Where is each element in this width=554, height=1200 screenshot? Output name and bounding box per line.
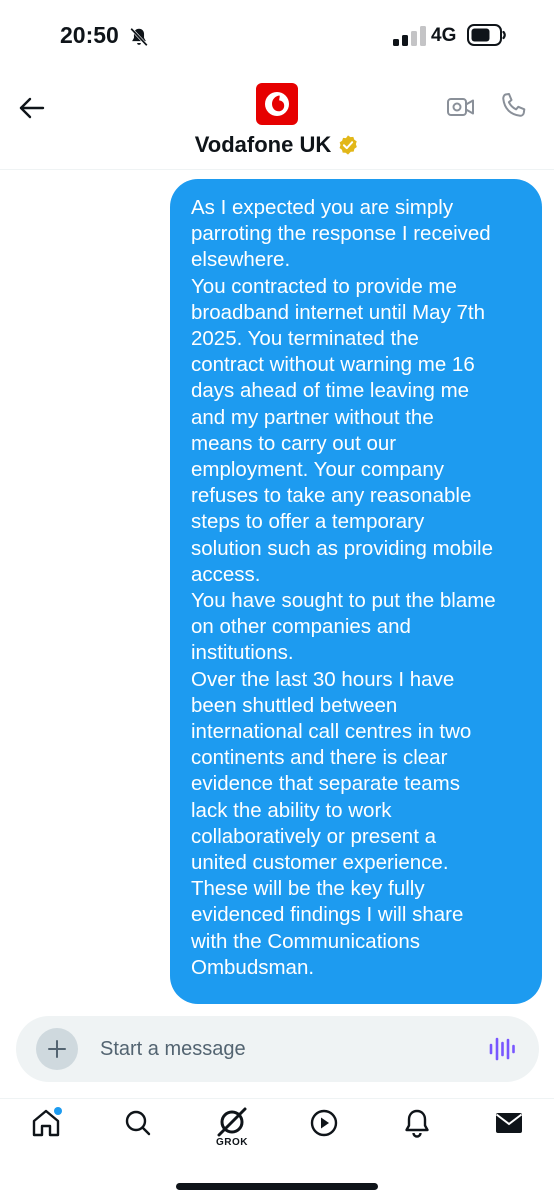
nav-home[interactable] xyxy=(24,1107,68,1153)
message-text: As I expected you are simply parroting the response I received elsewhere. You contracted to provide me broadband internet until May 7th 2025. You terminated the contract without warning me 16 days ahead of time leaving me and my partner without the means to carry out our employment. Your company refuses to take any reasonable steps to offer a temporary solution such as providing mobile access. You have sought to put the blame on other companies and institutions. Over the last 30 hours I have been shuttled between international call centres in two continents and there is clear evidence that separate teams lack the ability to work collaboratively or present a united customer experience. These will be the key fully evidenced findings I will share with the Communications Ombudsman. xyxy=(191,196,496,979)
plus-icon xyxy=(47,1039,67,1059)
status-time: 20:50 xyxy=(60,22,119,48)
search-icon xyxy=(122,1107,154,1139)
bottom-navigation xyxy=(0,1098,554,1158)
home-indicator[interactable] xyxy=(176,1183,378,1190)
nav-video[interactable] xyxy=(302,1107,346,1153)
message-composer xyxy=(16,1016,539,1082)
envelope-icon xyxy=(493,1107,525,1139)
grok-label: GROK xyxy=(216,1137,248,1148)
bell-off-icon xyxy=(128,26,150,48)
notification-dot xyxy=(54,1107,62,1115)
add-attachment-button[interactable] xyxy=(36,1028,78,1070)
verified-badge-icon xyxy=(337,134,359,156)
status-bar xyxy=(0,0,554,70)
bell-icon xyxy=(401,1107,433,1139)
vodafone-logo[interactable] xyxy=(256,83,298,125)
nav-grok[interactable] xyxy=(210,1107,254,1153)
network-type: 4G xyxy=(431,25,457,46)
battery-icon xyxy=(467,24,507,46)
title-row[interactable] xyxy=(0,132,554,158)
nav-search[interactable] xyxy=(116,1107,160,1153)
nav-messages[interactable] xyxy=(487,1107,531,1153)
phone-icon[interactable] xyxy=(497,90,529,122)
sent-message-bubble[interactable] xyxy=(170,179,542,1004)
conversation-header xyxy=(0,70,554,170)
video-call-icon[interactable] xyxy=(446,92,476,122)
nav-notifications[interactable] xyxy=(395,1107,439,1153)
play-icon xyxy=(308,1107,340,1139)
grok-icon xyxy=(214,1107,250,1139)
account-name: Vodafone UK xyxy=(194,132,332,157)
vodafone-speechmark-icon xyxy=(262,89,292,119)
message-input[interactable] xyxy=(100,1016,470,1082)
signal-icon xyxy=(393,26,427,46)
back-arrow-icon[interactable] xyxy=(16,92,48,124)
voice-wave-icon[interactable] xyxy=(488,1036,516,1062)
